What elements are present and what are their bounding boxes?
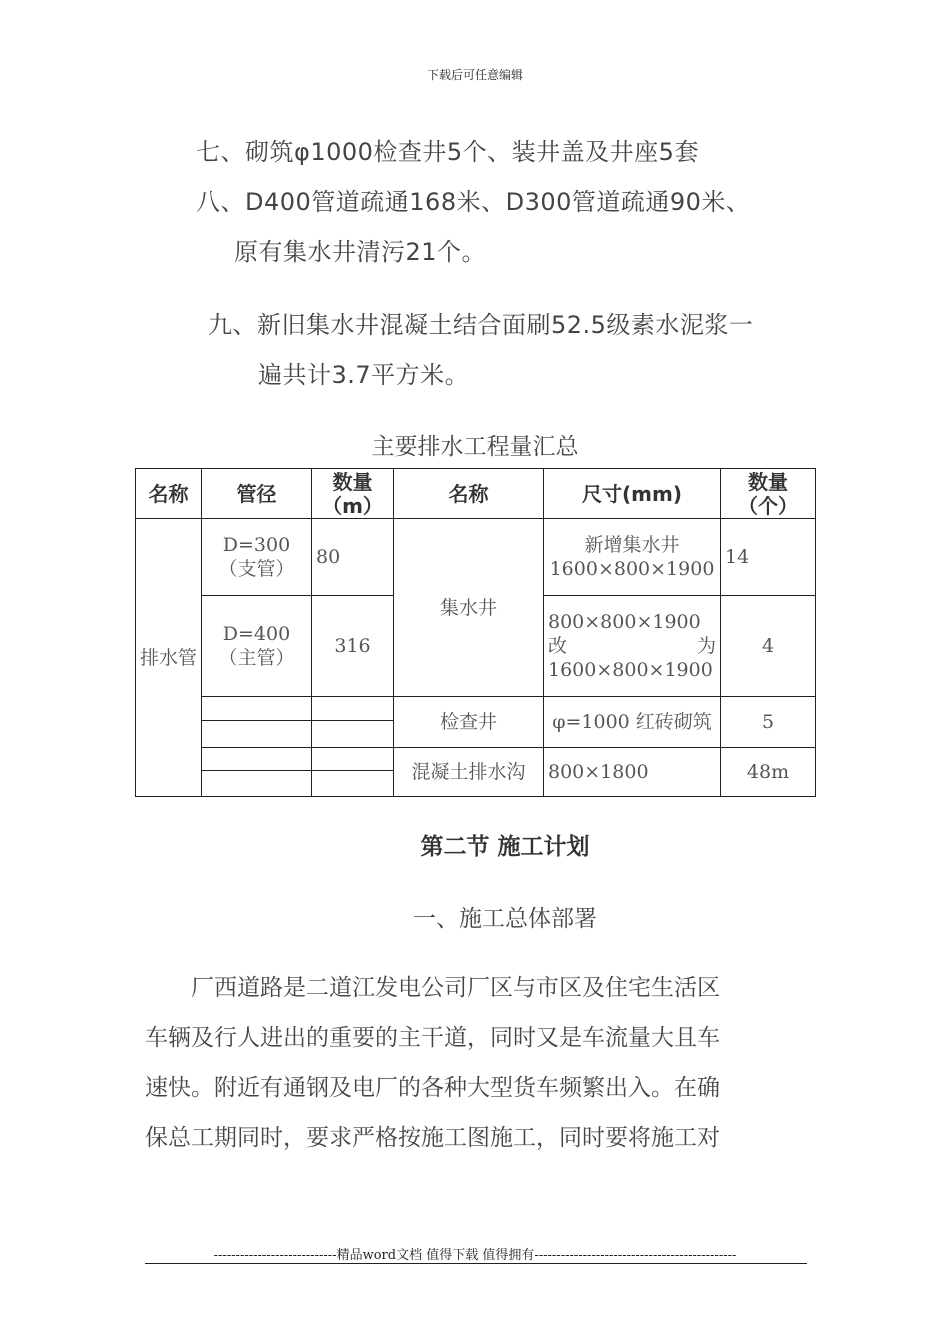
row2-qty: 316 bbox=[312, 596, 394, 697]
empty-cell bbox=[202, 721, 312, 748]
empty-cell bbox=[312, 721, 394, 748]
table-title: 主要排水工程量汇总 bbox=[371, 434, 579, 460]
sump2-qty: 4 bbox=[721, 596, 816, 697]
header-name-1: 名称 bbox=[136, 469, 202, 519]
empty-cell bbox=[312, 771, 394, 797]
section-title: 第二节 施工计划 bbox=[420, 834, 590, 860]
table-row bbox=[136, 697, 816, 721]
well-name: 检查井 bbox=[394, 697, 544, 748]
header-qty-m: 数量（m） bbox=[312, 469, 394, 519]
row2-diameter: D=400（主管） bbox=[202, 596, 312, 697]
item-7: 七、砌筑φ1000检查井5个、装井盖及井座5套 bbox=[196, 138, 699, 166]
well-size: φ=1000 红砖砌筑 bbox=[544, 697, 721, 748]
sump2-size: 800×800×1900改为1600×800×1900 bbox=[544, 596, 721, 697]
empty-cell bbox=[202, 771, 312, 797]
header-name-2: 名称 bbox=[394, 469, 544, 519]
section-subtitle: 一、施工总体部署 bbox=[413, 906, 597, 932]
empty-cell bbox=[202, 697, 312, 721]
table-header-row bbox=[136, 469, 816, 519]
header-qty-pcs: 数量（个） bbox=[721, 469, 816, 519]
drainage-quantity-table bbox=[135, 468, 816, 797]
empty-cell bbox=[202, 748, 312, 771]
sump1-size: 新增集水井 1600×800×1900 bbox=[544, 519, 721, 596]
body-paragraph bbox=[145, 963, 807, 1163]
paragraph-line: 厂西道路是二道江发电公司厂区与市区及住宅生活区 bbox=[145, 975, 720, 1001]
pipe-label-cell: 排水管 bbox=[136, 519, 202, 797]
row1-qty: 80 bbox=[312, 519, 394, 596]
empty-cell bbox=[312, 748, 394, 771]
item-8-line2: 原有集水井清污21个。 bbox=[234, 238, 487, 266]
ditch-name: 混凝土排水沟 bbox=[394, 748, 544, 797]
page-footer: ----------------------------精品word文档 值得下载 值得拥有---------------------------------------------- bbox=[213, 1248, 737, 1263]
page-header: 下载后可任意编辑 bbox=[426, 68, 523, 82]
header-diameter: 管径 bbox=[202, 469, 312, 519]
ditch-size: 800×1800 bbox=[544, 748, 721, 797]
well-qty: 5 bbox=[721, 697, 816, 748]
empty-cell bbox=[312, 697, 394, 721]
paragraph-line: 车辆及行人进出的重要的主干道，同时又是车流量大且车 bbox=[145, 1025, 720, 1051]
table-row bbox=[136, 748, 816, 771]
item-9-line2: 遍共计3.7平方米。 bbox=[258, 361, 470, 389]
paragraph-line: 速快。附近有通钢及电厂的各种大型货车频繁出入。在确 bbox=[145, 1075, 720, 1101]
header-size: 尺寸(mm) bbox=[544, 469, 721, 519]
item-8-line1: 八、D400管道疏通168米、D300管道疏通90米、 bbox=[196, 188, 751, 216]
row1-diameter: D=300（支管） bbox=[202, 519, 312, 596]
table-row bbox=[136, 519, 816, 596]
paragraph-line: 保总工期同时，要求严格按施工图施工，同时要将施工对 bbox=[145, 1125, 720, 1151]
ditch-qty: 48m bbox=[721, 748, 816, 797]
item-9-line1: 九、新旧集水井混凝土结合面刷52.5级素水泥浆一 bbox=[208, 311, 754, 339]
footer-divider bbox=[145, 1263, 807, 1264]
sump-name: 集水井 bbox=[394, 519, 544, 697]
sump1-qty: 14 bbox=[721, 519, 816, 596]
